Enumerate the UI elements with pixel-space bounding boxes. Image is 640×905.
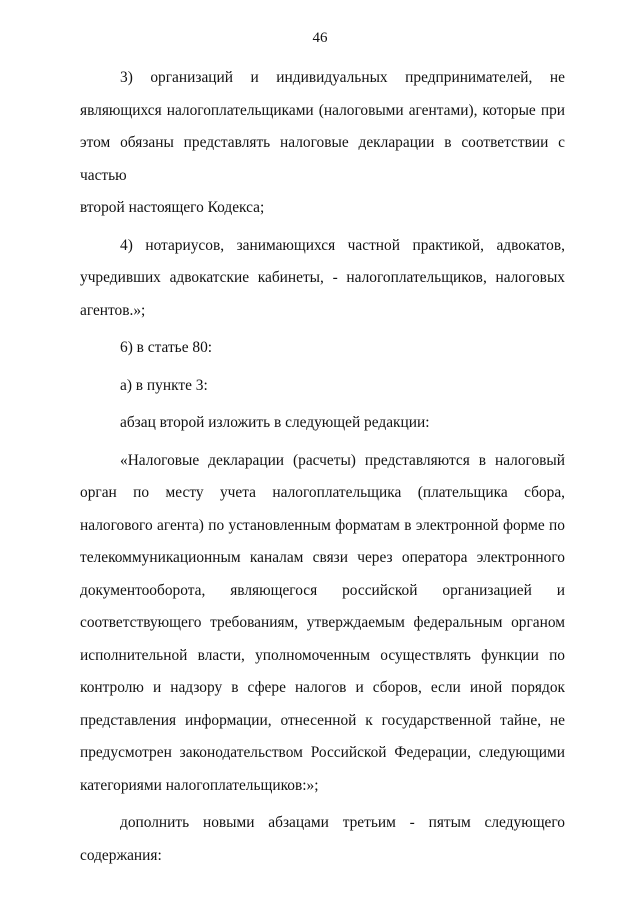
paragraph-quote-part1: «Налоговые декларации (расчеты) представляются в налоговый орган по месту учета налогоплательщика (плательщика сбора, налогового агента) по установленным форматам в электронной форме по телекоммуникационным каналам связи через оператора электронного документооборота, являющегося российской организацией и соответствующего требованиям, утверждаемым федеральным органом исполнительной власти, уполномоченным осуществлять функции по контролю и надзору в сфере налогов и сборов, если иной порядок представления информации, отнесенной к государственной тайне, не предусмотрен законодательством Российской Федерации, следующими xyxy=(80,451,565,761)
paragraph-article-80: 6) в статье 80: xyxy=(120,339,213,356)
paragraph-item-3-part2: второй настоящего Кодекса; xyxy=(80,199,265,216)
paragraph-item-3-part1: 3) организаций и индивидуальных предпринимателей, не являющихся налогоплательщиками (налоговыми агентами), которые при этом обязаны представлять налоговые декларации в соответствии с частью xyxy=(80,69,565,184)
paragraph-item-4-part1: 4) нотариусов, занимающихся частной практикой, адвокатов, учредивших адвокатские кабинеты, - налогоплательщиков, налоговых xyxy=(80,236,565,286)
paragraph-supplement-part1: дополнить новыми абзацами третьим - пятым следующего xyxy=(120,814,565,831)
paragraph-second-abzac: абзац второй изложить в следующей редакции: xyxy=(120,414,430,431)
page-number: 46 xyxy=(312,30,328,46)
document-body xyxy=(80,62,565,872)
paragraph-supplement-part2: содержания: xyxy=(80,846,162,864)
paragraph-point-3: а) в пункте 3: xyxy=(120,376,208,394)
paragraph-quote-part2: категориями налогоплательщиков:»; xyxy=(80,776,319,794)
paragraph-item-4-part2: агентов.»; xyxy=(80,301,146,319)
